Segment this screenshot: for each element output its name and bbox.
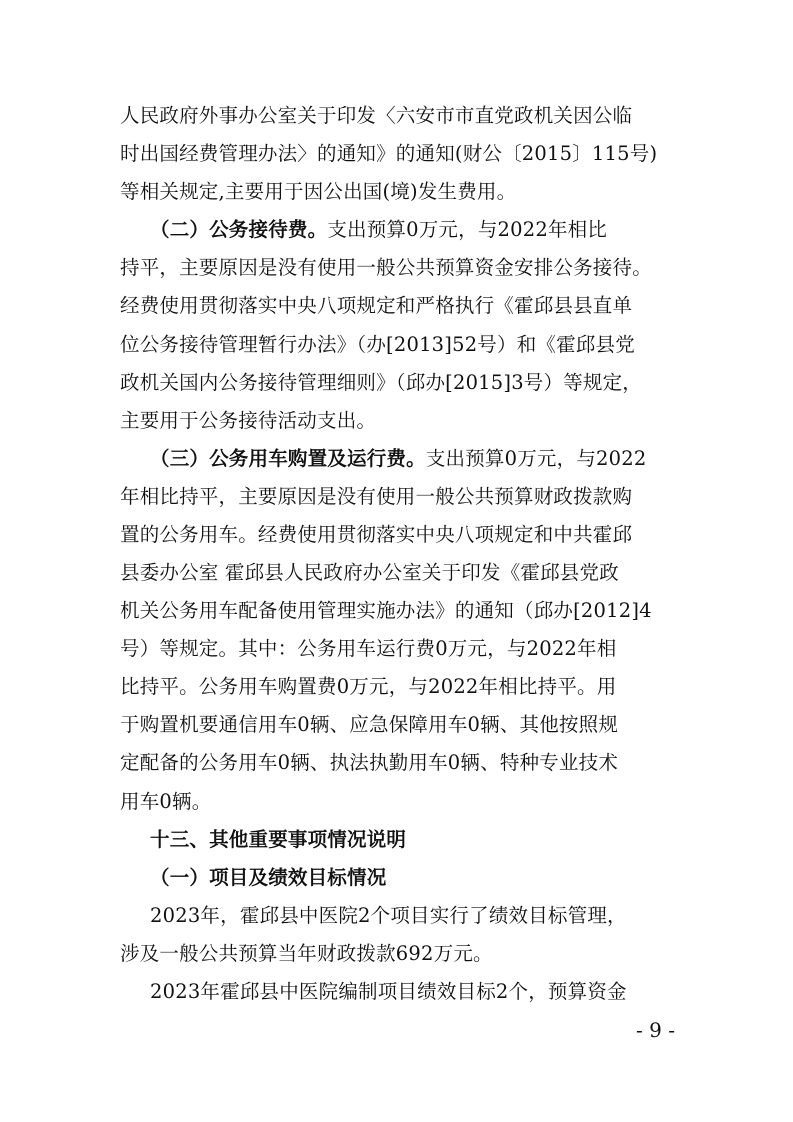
paragraph-first-line <box>150 218 706 242</box>
text-line: 位公务接待管理暂行办法》（办[2013]52号）和《霍邱县党 <box>120 333 635 356</box>
paragraph-first-line <box>150 447 706 471</box>
text-line: 用车0辆。 <box>120 790 212 813</box>
text-line: 比持平。公务用车购置费0万元，与2022年相比持平。用 <box>120 675 617 698</box>
text-span: 支出预算0万元，与2022 <box>425 447 647 470</box>
page-number: - 9 - <box>636 1018 675 1042</box>
text-line: 持平，主要原因是没有使用一般公共预算资金安排公务接待。 <box>120 256 652 279</box>
text-line: 年相比持平，主要原因是没有使用一般公共预算财政拨款购 <box>120 485 633 508</box>
text-span: 支出预算0万元，与2022年相比 <box>327 218 608 241</box>
subsection-title: （一）项目及绩效目标情况 <box>150 866 387 889</box>
text-line: 县委办公室 霍邱县人民政府办公室关于印发《霍邱县党政 <box>120 561 619 584</box>
text-line: 于购置机要通信用车0辆、应急保障用车0辆、其他按照规 <box>120 713 619 736</box>
text-line: 经费使用贯彻落实中央八项规定和严格执行《霍邱县县直单 <box>120 294 633 317</box>
text-line: 涉及一般公共预算当年财政拨款692万元。 <box>120 942 493 965</box>
paragraph-heading: （三）公务用车购置及运行费。 <box>150 447 426 470</box>
section-title: 十三、其他重要事项情况说明 <box>150 828 407 851</box>
text-line: 人民政府外事办公室关于印发〈六安市市直党政机关因公临 <box>120 104 633 127</box>
text-line: 等相关规定,主要用于因公出国(境)发生费用。 <box>120 180 517 203</box>
text-line: 主要用于公务接待活动支出。 <box>120 409 377 432</box>
text-line: 置的公务用车。经费使用贯彻落实中央八项规定和中共霍邱 <box>120 523 633 546</box>
text-line: 号）等规定。其中：公务用车运行费0万元，与2022年相 <box>120 637 617 660</box>
text-line: 政机关国内公务接待管理细则》（邱办[2015]3号）等规定， <box>120 371 642 394</box>
text-line: 2023年，霍邱县中医院2个项目实行了绩效目标管理， <box>150 904 627 927</box>
paragraph-heading: （二）公务接待费。 <box>150 218 328 241</box>
text-line: 2023年霍邱县中医院编制项目绩效目标2个，预算资金 <box>150 980 627 1003</box>
text-line: 时出国经费管理办法〉的通知》的通知(财公〔2015〕115号) <box>120 142 658 165</box>
text-line: 定配备的公务用车0辆、执法执勤用车0辆、特种专业技术 <box>120 751 619 774</box>
text-line: 机关公务用车配备使用管理实施办法》的通知（邱办[2012]4 <box>120 599 652 622</box>
